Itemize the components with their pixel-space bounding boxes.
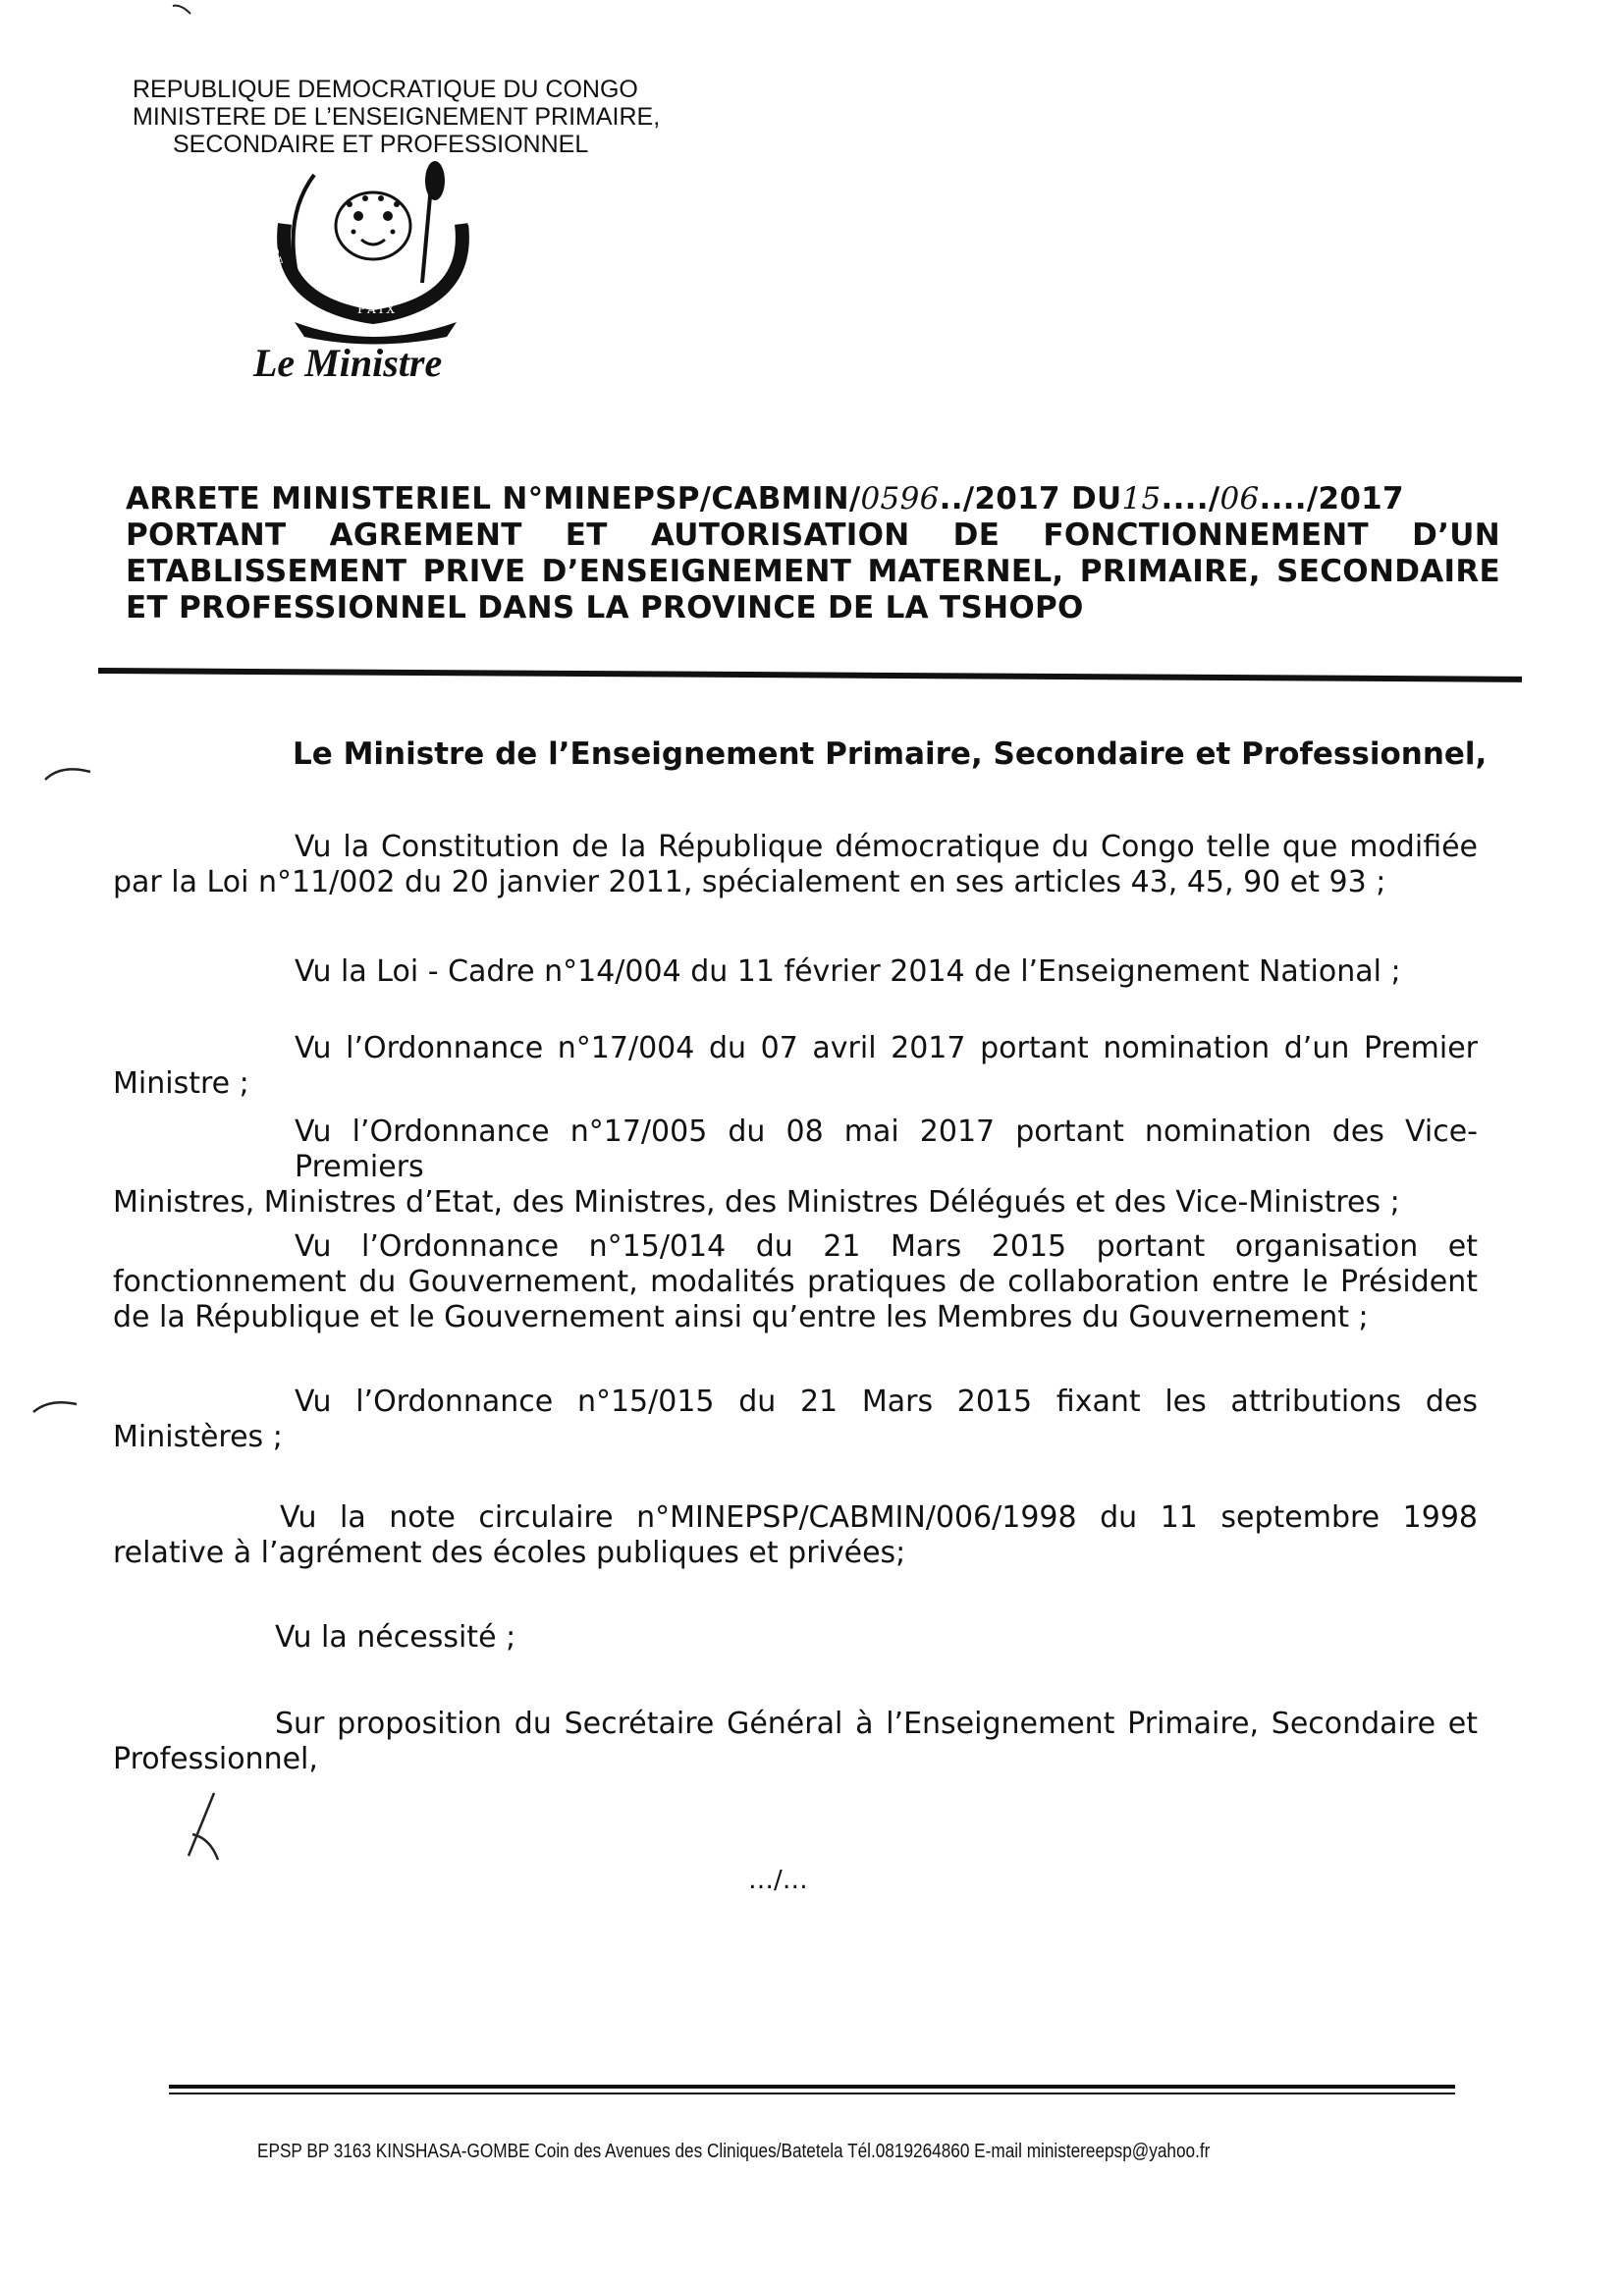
- stray-mark: [169, 0, 198, 20]
- header-ministry: MINISTERE DE L’ENSEIGNEMENT PRIMAIRE,: [133, 103, 661, 131]
- paragraph-note-circulaire: Vu la note circulaire n°MINEPSP/CABMIN/006/1998 du 11 septembre 1998 relative à l’agrément des écoles publiques et privées;: [113, 1500, 1478, 1570]
- handwritten-day: 15: [1121, 481, 1162, 516]
- title-divider: [98, 668, 1522, 682]
- paragraph-proposition: Sur proposition du Secrétaire Général à l’Enseignement Primaire, Secondaire et Professionnel,: [113, 1707, 1478, 1776]
- continuation-marker: …/…: [748, 1866, 808, 1895]
- decree-title-line4: ET PROFESSIONNEL DANS LA PROVINCE DE LA TSHOPO: [126, 590, 1084, 625]
- seal-word-paix: PAIX: [357, 302, 398, 316]
- paragraph-ordonnance-15-014: Vu l’Ordonnance n°15/014 du 21 Mars 2015 portant organisation et fonctionnement du Gouvernement, modalités pratiques de collaboration entre le Président de la République et le Gouvernement ainsi qu’entre les Membres du Gouvernement ;: [113, 1229, 1478, 1334]
- minister-heading: Le Ministre de l’Enseignement Primaire, Secondaire et Professionnel,: [293, 736, 1488, 772]
- margin-tick-mark: [39, 758, 98, 788]
- handwritten-initial-mark: [175, 1787, 234, 1866]
- handwritten-month: 06: [1219, 481, 1260, 516]
- decree-title-line1: ARRETE MINISTERIEL N°MINEPSP/CABMIN/0596../2017 DU15..../06..../2017: [126, 481, 1404, 516]
- header-ministry-cont: SECONDAIRE ET PROFESSIONNEL: [173, 131, 589, 158]
- footer-rule-thin: [169, 2093, 1455, 2094]
- handwritten-decree-number: 0596: [860, 481, 940, 516]
- paragraph-loi-cadre: Vu la Loi - Cadre n°14/004 du 11 février 2014 de l’Enseignement National ;: [295, 954, 1401, 989]
- seal-word-justice: JUSTICE: [249, 202, 287, 270]
- paragraph-constitution: Vu la Constitution de la République démocratique du Congo telle que modifiée par la Loi n°11/002 du 20 janvier 2011, spécialement en ses articles 43, 45, 90 et 93 ;: [113, 830, 1478, 899]
- paragraph-ordonnance-17-005: Vu l’Ordonnance n°17/005 du 08 mai 2017 portant nomination des Vice-Premiers Ministres, Ministres d’Etat, des Ministres, des Ministres Délégués et des Vice-Ministres ;: [113, 1114, 1478, 1220]
- decree-title-line2: PORTANT AGREMENT ET AUTORISATION DE FONCTIONNEMENT D’UN: [126, 517, 1500, 553]
- coat-of-arms-seal: [249, 155, 502, 347]
- signatory-title: Le Ministre: [253, 341, 443, 385]
- paragraph-ordonnance-15-015: Vu l’Ordonnance n°15/015 du 21 Mars 2015 fixant les attributions des Ministères ;: [113, 1385, 1478, 1454]
- leopard-emblem-icon: [255, 155, 501, 347]
- seal-word-travail: TRAVAIL: [465, 160, 502, 229]
- footer-rule: [169, 2085, 1455, 2089]
- paragraph-ordonnance-17-004: Vu l’Ordonnance n°17/004 du 07 avril 2017 portant nomination d’un Premier Ministre ;: [113, 1031, 1478, 1101]
- decree-title-line3: ETABLISSEMENT PRIVE D’ENSEIGNEMENT MATERNEL, PRIMAIRE, SECONDAIRE: [126, 554, 1500, 589]
- margin-tick-mark: [27, 1392, 86, 1422]
- header-country: REPUBLIQUE DEMOCRATIQUE DU CONGO: [133, 76, 638, 103]
- paragraph-necessite: Vu la nécessité ;: [275, 1620, 516, 1655]
- footer-address: EPSP BP 3163 KINSHASA-GOMBE Coin des Avenues des Cliniques/Batetela Tél.0819264860 E-mail ministereepsp@yahoo.fr: [257, 2141, 1211, 2162]
